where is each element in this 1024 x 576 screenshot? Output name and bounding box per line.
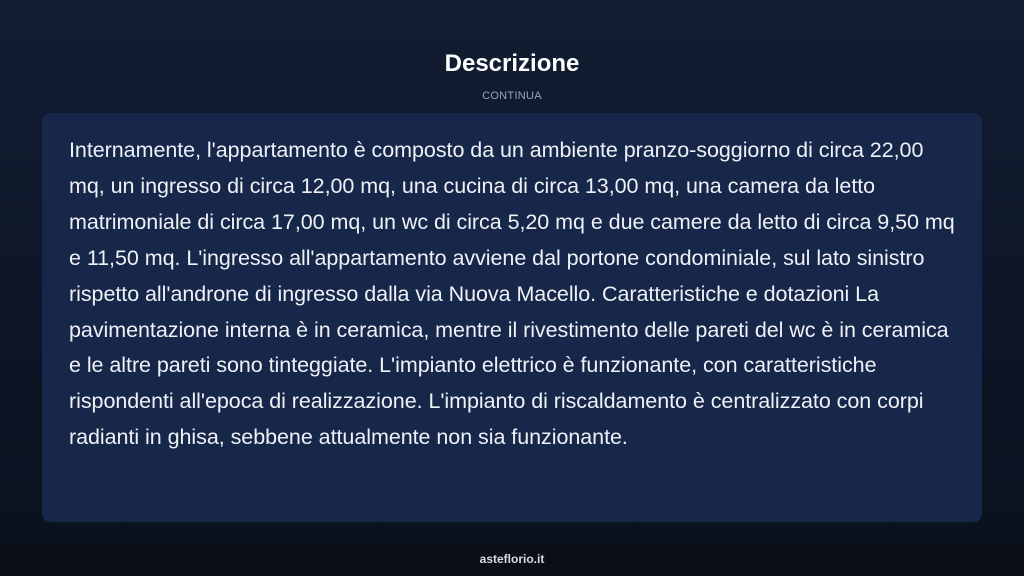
description-card	[42, 113, 982, 522]
continue-link[interactable]: CONTINUA	[482, 90, 542, 102]
footer-bar	[0, 543, 1024, 576]
page-title: Descrizione	[444, 50, 580, 77]
site-name: asteflorio.it	[479, 552, 545, 566]
description-text: Internamente, l'appartamento è composto da un ambiente pranzo-soggiorno di circa 22,00 mq, un ingresso di circa 12,00 mq, una cucina di circa 13,00 mq, una camera da letto matrimoniale di circa 17,00 mq, un wc di circa 5,20 mq e due camere da letto di circa 9,50 mq e 11,50 mq. L'ingresso all'appartamento avviene dal portone condominiale, sul lato sinistro rispetto all'androne di ingresso dalla via Nuova Macello. Caratteristiche e dotazioni La pavimentazione interna è in ceramica, mentre il rivestimento delle pareti del wc è in ceramica e le altre pareti sono tinteggiate. L'impianto elettrico è funzionante, con caratteristiche rispondenti all'epoca di realizzazione. L'impianto di riscaldamento è centralizzato con corpi radianti in ghisa, sebbene attualmente non sia funzionante.	[69, 138, 955, 450]
